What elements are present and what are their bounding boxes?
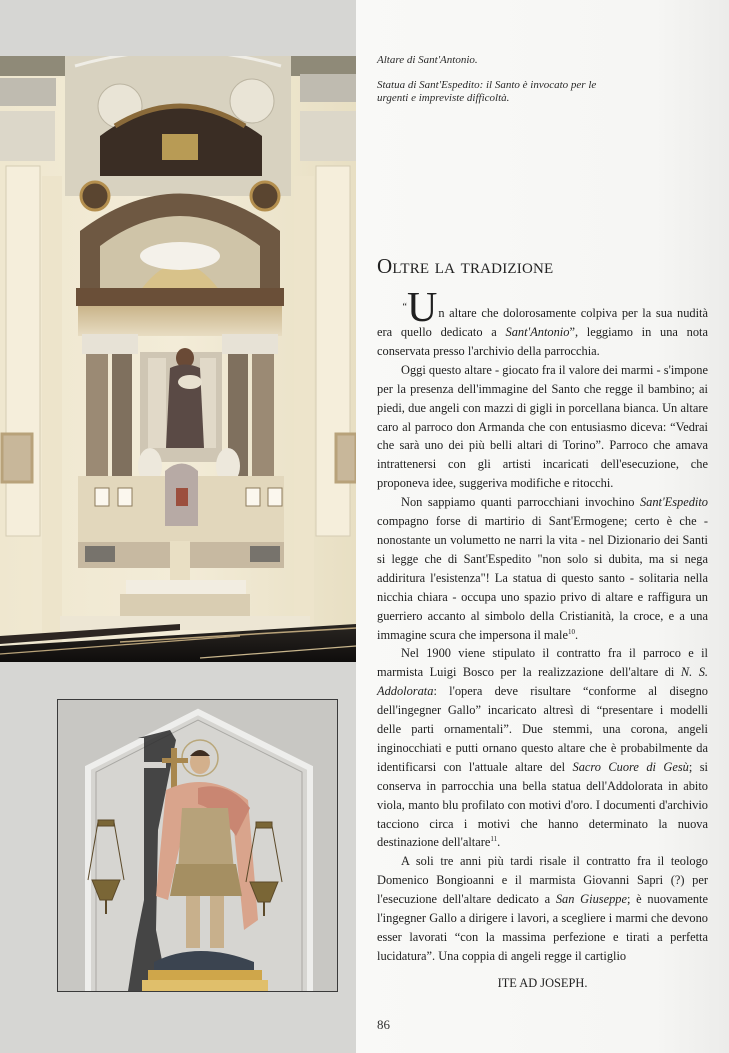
text-run: Nel 1900 viene stipulato il contratto fra il parroco e il marmista Luigi Bosco per la realizzazione dell'altare di — [377, 646, 708, 680]
altar-photo — [0, 56, 356, 662]
text-run: : l'opera deve risultare “conforme al disegno dell'ingegner Gallo” incaricato altresì di “presentare i modelli delle parti ornamentali”. Due stemmi, una corona, angeli inginocchiati e putti ornano questo altare che è probabilmente da identificarsi con l'attuale altare del — [377, 684, 708, 774]
caption-statue: Statua di Sant'Espedito: il Santo è invocato per le urgenti e impreviste difficoltà. — [377, 79, 597, 104]
text-run: n altare che dolorosamente colpiva per la sua nudità era quello dedicato a — [377, 306, 708, 339]
photo-captions — [377, 54, 717, 117]
italic-term: Sant'Antonio — [505, 325, 570, 339]
opening-quote: “ — [402, 302, 407, 313]
statue-photo — [57, 699, 338, 992]
body-paragraph — [377, 852, 708, 965]
text-run: . — [497, 835, 501, 850]
body-paragraph — [377, 285, 708, 361]
italic-term: Sant'Espedito — [639, 495, 708, 510]
footnote-ref: 10 — [567, 627, 575, 636]
footnote-ref: 11 — [490, 835, 498, 844]
text-run: Non sappiamo quanti parrocchiani invochino — [401, 495, 640, 510]
altar-photo-illustration — [0, 56, 356, 662]
text-run: compagno forse di martirio di Sant'Ermogene; certo è che - nonostante un volumetto ne narri la vita - nel Dizionario dei Santi si legge che di Sant'Espedito "non solo si dubita, ma si nega addiritura l'esistenza"! La statua di questo santo - solitaria nella nicchia chiara - occupa uno spazio privo di altare e raffigura un guerriero accanto al simbolo della Cristianità, la croce, e a una immagine scura che impersona il male — [377, 514, 708, 642]
article-body — [377, 285, 708, 966]
body-paragraph — [377, 493, 708, 644]
italic-term: San Giuseppe — [555, 892, 627, 907]
text-run: A soli tre anni più tardi risale il contratto fra il teologo Domenico Bongioanni e il marmista Giovanni Sapri (?) per l'esecuzione dell'altare dedicato a — [377, 854, 708, 907]
statue-photo-illustration — [58, 700, 337, 991]
drop-cap: U — [407, 285, 438, 331]
text-run: Oggi questo altare - giocato fra il valore dei marmi - s'impone per la presenza dell'immagine del Santo che regge il bambino; ai piedi, due angeli con mazzi di gigli in porcellana bianca. Un altare caro al parroco don Armanda che con entusiasmo diceva: “Vedrai che sarà uno dei più belli altari di Torino”. Parroco che amava intrattenersi con gli artisti incaricati dell'esecuzione, che proponeva idee, suggeriva modifiche e ritocchi. — [377, 362, 708, 491]
text-run: ; si conserva in parrocchia una bella statua dell'Addolorata in abito viola, manto blu profilato con motivi d'oro. I documenti d'archivio tacciono circa i motivi che hanno determinato la nuova destinazione dell'altare — [377, 759, 708, 850]
italic-term: Sacro Cuore di Gesù — [572, 759, 689, 774]
motto-text: ITE AD JOSEPH. — [497, 976, 588, 990]
body-paragraph — [377, 644, 708, 852]
text-run: . — [574, 627, 579, 642]
text-run: ”, leggiamo in una nota conservata presso l'archivio della parrocchia. — [377, 325, 708, 358]
body-paragraph — [377, 361, 708, 493]
page-number: 86 — [377, 1017, 390, 1032]
section-title: Oltre la tradizione — [377, 254, 554, 278]
caption-altar: Altare di Sant'Antonio. — [377, 54, 478, 66]
italic-term: N. S. Addolorata — [377, 665, 708, 699]
text-run: ; è nuovamente l'ingegner Gallo a dirigere i lavori, a scegliere i marmi che devono esser lavorati “con la massima perfezione e tirati a perfetta lucidatura”. Una coppia di angeli regge il cartiglio — [377, 892, 708, 963]
